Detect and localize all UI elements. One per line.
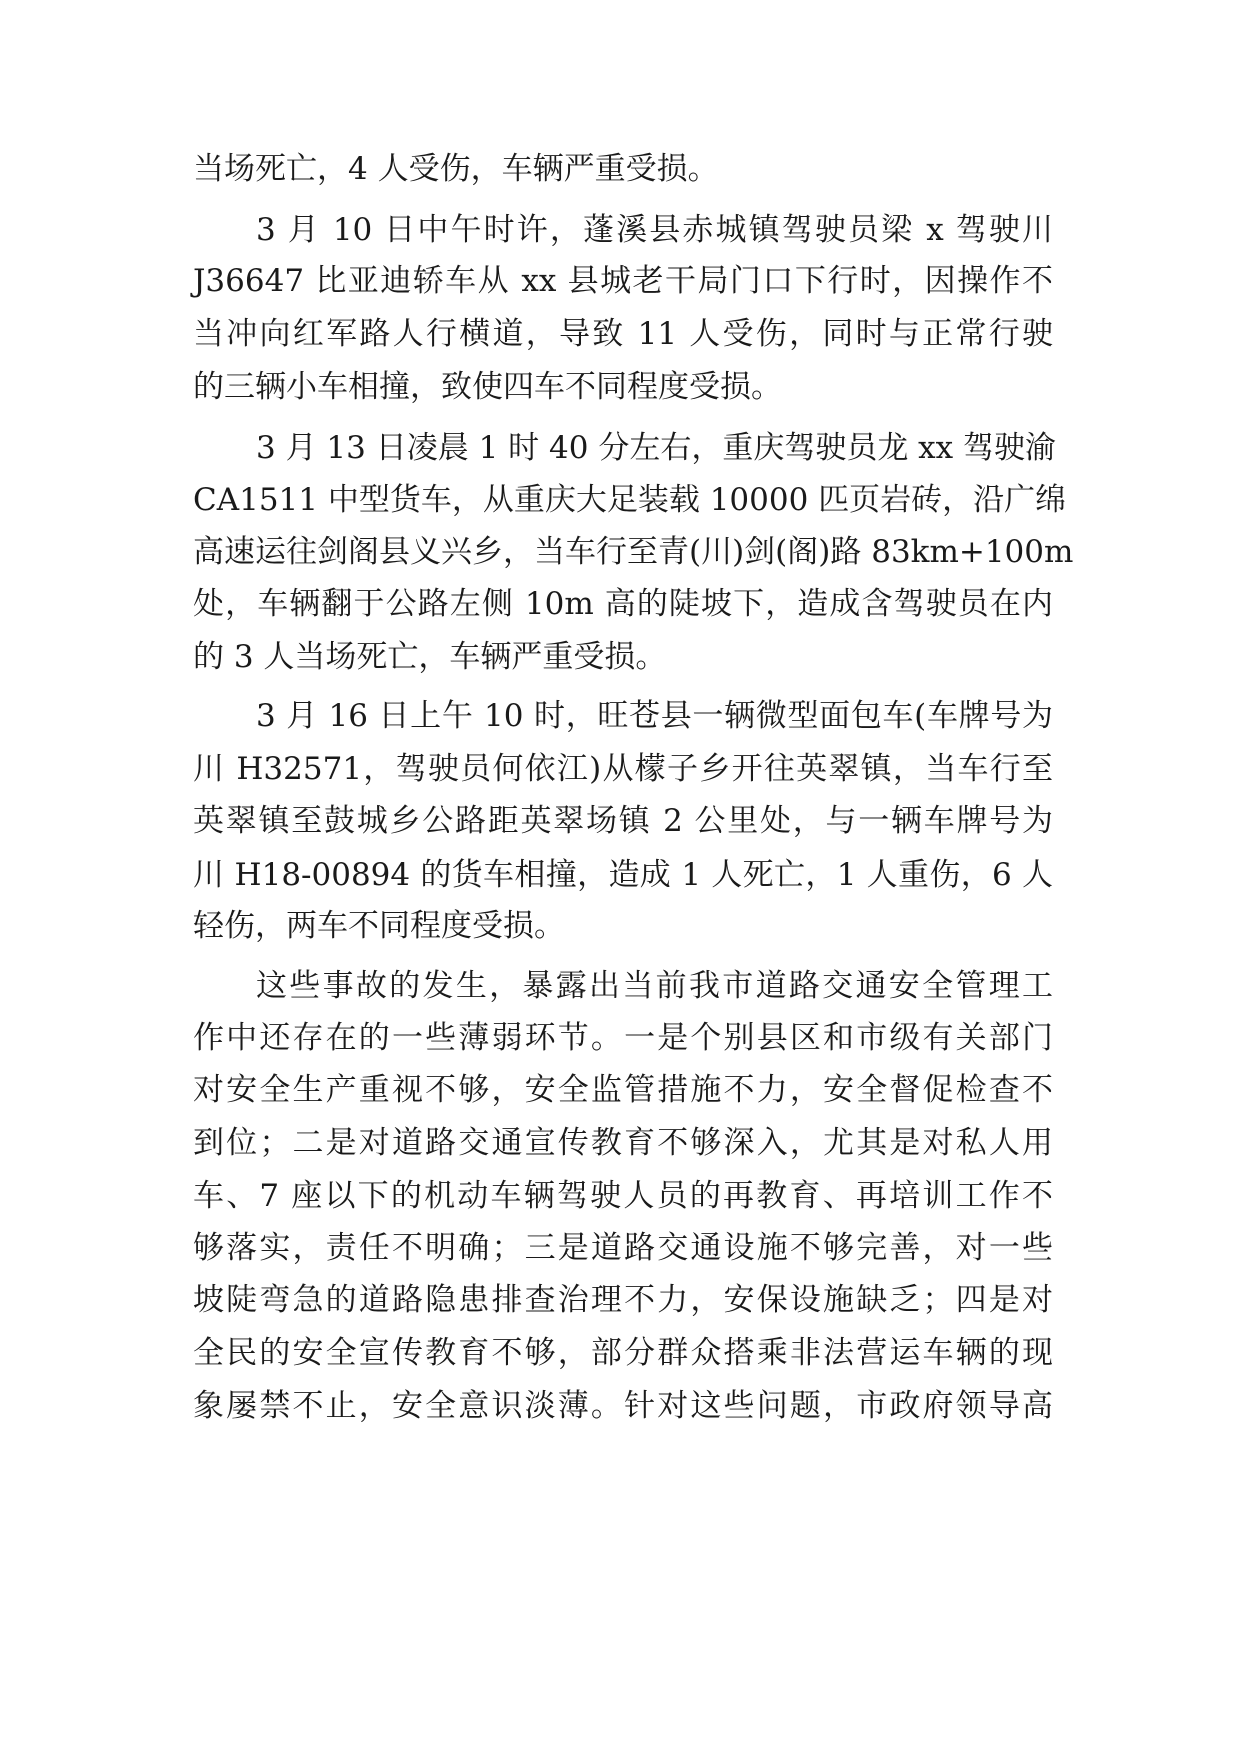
text-line [0,1012,1241,1072]
text-line [0,960,1241,1020]
text-line-content: 高速运往剑阁县义兴乡，当车行至青(川)剑(阁)路 83km+100m [193,534,1074,570]
text-line-content: 当场死亡，4 人受伤，车辆严重受损。 [193,151,719,187]
text-line [0,1380,1241,1440]
text-line [0,900,1241,960]
text-line-content: 3 月 10 日中午时许，蓬溪县赤城镇驾驶员梁 x 驾驶川 [256,212,1053,248]
text-line [0,1274,1241,1334]
text-line [0,308,1241,368]
text-line [0,1327,1241,1387]
text-line [0,143,1241,203]
text-line-content: 全民的安全宣传教育不够，部分群众搭乘非法营运车辆的现 [193,1335,1053,1371]
text-line [0,795,1241,855]
text-line-content: 坡陡弯急的道路隐患排查治理不力，安保设施缺乏；四是对 [193,1282,1053,1318]
text-line-content: 处，车辆翻于公路左侧 10m 高的陡坡下，造成含驾驶员在内 [193,586,1053,622]
text-line-content: 3 月 13 日凌晨 1 时 40 分左右，重庆驾驶员龙 xx 驾驶渝 [256,430,1056,466]
text-line-content: 的三辆小车相撞，致使四车不同程度受损。 [193,369,782,405]
text-line [0,1064,1241,1124]
text-line-content: CA1511 中型货车，从重庆大足装载 10000 匹页岩砖，沿广绵 [193,482,1067,518]
text-line-content: 到位；二是对道路交通宣传教育不够深入，尤其是对私人用 [193,1125,1053,1161]
text-line-content: 当冲向红军路人行横道，导致 11 人受伤，同时与正常行驶 [193,316,1053,352]
text-line [0,255,1241,315]
text-line-content: 这些事故的发生，暴露出当前我市道路交通安全管理工 [256,968,1053,1004]
text-line [0,743,1241,803]
text-line-content: 象屡禁不止，安全意识淡薄。针对这些问题，市政府领导高 [193,1388,1053,1424]
text-line-content: 够落实，责任不明确；三是道路交通设施不够完善，对一些 [193,1230,1053,1266]
text-line-content: 3 月 16 日上午 10 时，旺苍县一辆微型面包车(车牌号为 [256,698,1053,734]
text-line-content: 英翠镇至鼓城乡公路距英翠场镇 2 公里处，与一辆车牌号为 [193,803,1053,839]
text-line [0,1170,1241,1230]
text-line [0,1117,1241,1177]
text-line [0,361,1241,421]
text-line [0,526,1241,586]
text-line-content: 车、7 座以下的机动车辆驾驶人员的再教育、再培训工作不 [193,1178,1053,1214]
text-line [0,1222,1241,1282]
text-line-content: 作中还存在的一些薄弱环节。一是个别县区和市级有关部门 [193,1020,1053,1056]
text-line-content: 轻伤，两车不同程度受损。 [193,908,565,944]
text-line [0,474,1241,534]
text-line-content: J36647 比亚迪轿车从 xx 县城老干局门口下行时，因操作不 [193,263,1053,299]
text-line-content: 对安全生产重视不够，安全监管措施不力，安全督促检查不 [193,1072,1053,1108]
text-line [0,422,1241,482]
text-line [0,631,1241,691]
text-line [0,690,1241,750]
text-line-content: 川 H18-00894 的货车相撞，造成 1 人死亡，1 人重伤，6 人 [193,857,1053,893]
text-line [0,578,1241,638]
text-line-content: 的 3 人当场死亡，车辆严重受损。 [193,639,667,675]
text-line-content: 川 H32571，驾驶员何依江)从檬子乡开往英翠镇，当车行至 [193,751,1053,787]
